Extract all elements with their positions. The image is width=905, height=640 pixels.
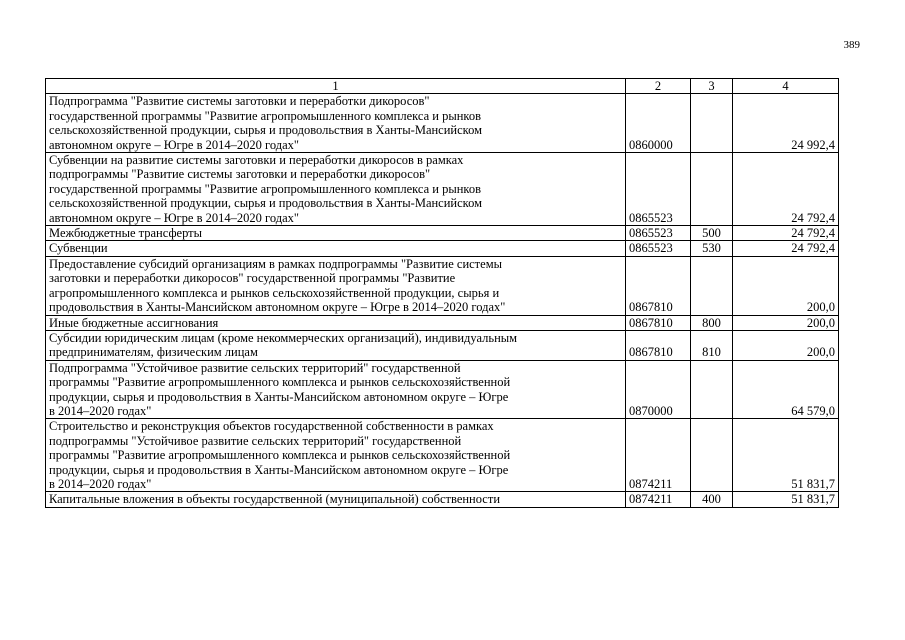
table-row: [46, 419, 839, 492]
row-amount: 24 792,4: [733, 241, 839, 256]
description-line: предпринимателям, физическим лицам: [49, 345, 258, 360]
row-amount: 24 792,4: [733, 226, 839, 241]
description-line: Субсидии юридическим лицам (кроме некоммерческих организаций), индивидуальным: [49, 330, 518, 345]
row-amount: 64 579,0: [733, 360, 839, 419]
row-description: [46, 330, 626, 360]
budget-table: [45, 78, 839, 508]
row-expense-type: [691, 94, 733, 153]
row-amount: 200,0: [733, 315, 839, 330]
column-header-amount: 4: [733, 79, 839, 94]
table-row: [46, 256, 839, 315]
row-expense-type: 400: [691, 492, 733, 507]
description-line: агропромышленного комплекса и рынков сельскохозяйственной продукции, сырья и: [49, 285, 500, 300]
row-expense-type: [691, 153, 733, 226]
row-amount: 24 792,4: [733, 153, 839, 226]
description-line: в 2014–2020 годах": [49, 403, 152, 418]
description-line: программы "Развитие агропромышленного комплекса и рынков сельскохозяйственной: [49, 448, 511, 463]
description-line: подпрограммы "Устойчивое развитие сельских территорий" государственной: [49, 433, 462, 448]
row-amount: 200,0: [733, 330, 839, 360]
description-line: государственной программы "Развитие агропромышленного комплекса и рынков: [49, 108, 482, 123]
description-line: Субвенции на развитие системы заготовки и переработки дикоросов в рамках: [49, 153, 464, 168]
row-target-code: 0867810: [626, 256, 691, 315]
row-target-code: 0865523: [626, 241, 691, 256]
column-header-code: 2: [626, 79, 691, 94]
row-description: [46, 492, 626, 507]
row-expense-type: 800: [691, 315, 733, 330]
row-description: [46, 226, 626, 241]
table-body: [46, 94, 839, 507]
row-description: [46, 419, 626, 492]
row-target-code: 0860000: [626, 94, 691, 153]
table-row: [46, 153, 839, 226]
row-description: [46, 241, 626, 256]
row-description: [46, 153, 626, 226]
description-line: Подпрограмма "Устойчивое развитие сельских территорий" государственной: [49, 360, 461, 375]
table-header-row: [46, 79, 839, 94]
row-expense-type: 810: [691, 330, 733, 360]
description-line: сельскохозяйственной продукции, сырья и продовольствия в Ханты-Мансийском: [49, 196, 483, 211]
table-row: [46, 330, 839, 360]
description-line: продовольствия в Ханты-Мансийском автономном округе – Югре в 2014–2020 годах": [49, 300, 506, 315]
row-target-code: 0867810: [626, 330, 691, 360]
description-line: подпрограммы "Развитие системы заготовки и переработки дикоросов": [49, 167, 431, 182]
page-number: 389: [843, 39, 860, 51]
row-expense-type: 530: [691, 241, 733, 256]
description-line: Предоставление субсидий организациям в рамках подпрограммы "Развитие системы: [49, 256, 503, 271]
table-row: [46, 315, 839, 330]
row-expense-type: 500: [691, 226, 733, 241]
table-row: [46, 360, 839, 419]
description-line: автономном округе – Югре в 2014–2020 годах": [49, 137, 299, 152]
row-description: [46, 360, 626, 419]
row-target-code: 0874211: [626, 492, 691, 507]
table-row: [46, 241, 839, 256]
row-description: [46, 94, 626, 153]
column-header-expense-type: 3: [691, 79, 733, 94]
row-amount: 200,0: [733, 256, 839, 315]
description-line: программы "Развитие агропромышленного комплекса и рынков сельскохозяйственной: [49, 375, 511, 390]
row-description: [46, 315, 626, 330]
description-line: в 2014–2020 годах": [49, 476, 152, 491]
row-target-code: 0870000: [626, 360, 691, 419]
row-expense-type: [691, 360, 733, 419]
description-line: Строительство и реконструкция объектов государственной собственности в рамках: [49, 419, 494, 434]
row-description: [46, 256, 626, 315]
column-header-description: 1: [46, 79, 626, 94]
row-expense-type: [691, 419, 733, 492]
description-line: Подпрограмма "Развитие системы заготовки и переработки дикоросов": [49, 94, 430, 109]
description-line: Капитальные вложения в объекты государственной (муниципальной) собственности: [49, 492, 501, 507]
table-row: [46, 492, 839, 507]
description-line: продукции, сырья и продовольствия в Ханты-Мансийском автономном округе – Югре: [49, 462, 509, 477]
table-row: [46, 226, 839, 241]
row-target-code: 0865523: [626, 226, 691, 241]
description-line: Субвенции: [49, 241, 108, 256]
row-amount: 51 831,7: [733, 419, 839, 492]
description-line: государственной программы "Развитие агропромышленного комплекса и рынков: [49, 181, 482, 196]
description-line: автономном округе – Югре в 2014–2020 годах": [49, 210, 299, 225]
row-amount: 51 831,7: [733, 492, 839, 507]
table-row: [46, 94, 839, 153]
description-line: заготовки и переработки дикоросов" государственной программы "Развитие: [49, 271, 456, 286]
row-target-code: 0867810: [626, 315, 691, 330]
row-target-code: 0874211: [626, 419, 691, 492]
description-line: продукции, сырья и продовольствия в Ханты-Мансийском автономном округе – Югре: [49, 389, 509, 404]
row-expense-type: [691, 256, 733, 315]
row-amount: 24 992,4: [733, 94, 839, 153]
row-target-code: 0865523: [626, 153, 691, 226]
description-line: Иные бюджетные ассигнования: [49, 315, 219, 330]
description-line: Межбюджетные трансферты: [49, 226, 203, 241]
description-line: сельскохозяйственной продукции, сырья и продовольствия в Ханты-Мансийском: [49, 123, 483, 138]
